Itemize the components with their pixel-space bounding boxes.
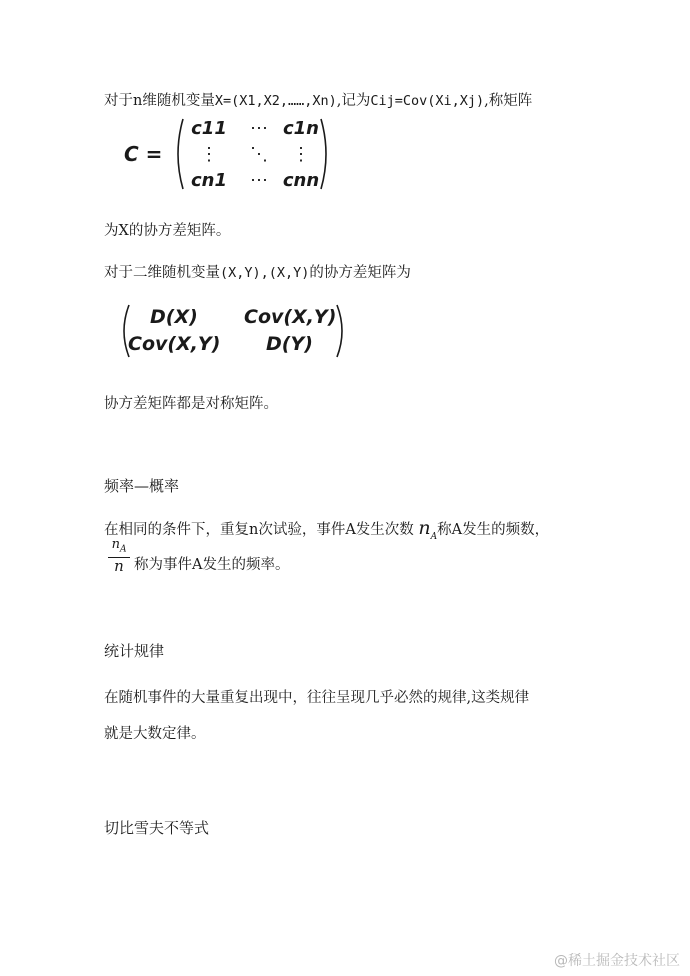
text-prefix: 在相同的条件下，重复n次试验，事件A发生次数 — [104, 522, 419, 538]
right-paren — [336, 304, 348, 358]
cell-r2c1: ⋮ — [200, 144, 218, 165]
paragraph-frequency-rate: 称为事件A发生的频率。 — [134, 557, 290, 573]
text-suffix: 的协方差矩阵为 — [309, 265, 411, 281]
paragraph-is-covariance-matrix: 为X的协方差矩阵。 — [104, 223, 231, 239]
na-symbol: $n_A$ — [418, 517, 438, 542]
cell-cov-xy-bottom: Cov(X,Y) — [128, 333, 221, 355]
pair-expression: (X,Y),(X,Y) — [220, 265, 310, 281]
cell-r2c2: ⋱ — [250, 144, 268, 165]
cell-r3c3: cnn — [282, 170, 320, 191]
heading-statistical-law: 统计规律 — [104, 642, 165, 660]
cell-r3c1: cn1 — [190, 170, 227, 191]
cell-dx: D(X) — [150, 306, 198, 328]
fraction-numerator: $n_A$ — [108, 538, 130, 558]
text-prefix: 对于二维随机变量 — [104, 265, 220, 281]
cell-dy: D(Y) — [266, 333, 313, 355]
text-prefix: 对于n维随机变量 — [104, 93, 215, 109]
paragraph-law-line-1: 在随机事件的大量重复出现中，往往呈现几乎必然的规律,这类规律 — [104, 690, 530, 706]
cell-r1c2: ⋯ — [250, 118, 268, 139]
covariance-matrix-2d — [118, 304, 350, 358]
fraction-na-over-n — [108, 538, 130, 574]
heading-chebyshev: 切比雪夫不等式 — [104, 819, 210, 837]
watermark: @稀土掘金技术社区 — [554, 953, 680, 969]
matrix-lhs: C = — [124, 142, 163, 166]
cell-r1c3: c1n — [282, 118, 319, 139]
text-mid: ,记为 — [336, 93, 371, 109]
paragraph-symmetric: 协方差矩阵都是对称矩阵。 — [104, 396, 278, 412]
paragraph-frequency-count — [104, 518, 549, 547]
fraction-denominator: n — [114, 556, 124, 575]
cell-cov-xy-top: Cov(X,Y) — [244, 306, 337, 328]
cov-definition: Cij=Cov(Xi,Xj) — [370, 93, 485, 109]
text-suffix: ,称矩阵 — [484, 93, 533, 109]
cell-r1c1: c11 — [191, 118, 227, 139]
right-paren — [320, 118, 332, 190]
text-suffix: 称A发生的频数， — [437, 522, 550, 538]
heading-frequency-probability: 频率—概率 — [104, 477, 180, 495]
paragraph-n-dim-variable — [104, 91, 532, 111]
paragraph-two-dim-variable — [104, 263, 411, 283]
cell-r3c2: ⋯ — [250, 170, 268, 191]
paragraph-law-line-2: 就是大数定律。 — [104, 726, 206, 742]
covariance-matrix-c — [124, 118, 334, 192]
cell-r2c3: ⋮ — [292, 144, 310, 165]
vector-expression: X=(X1,X2,……,Xn) — [214, 93, 337, 109]
